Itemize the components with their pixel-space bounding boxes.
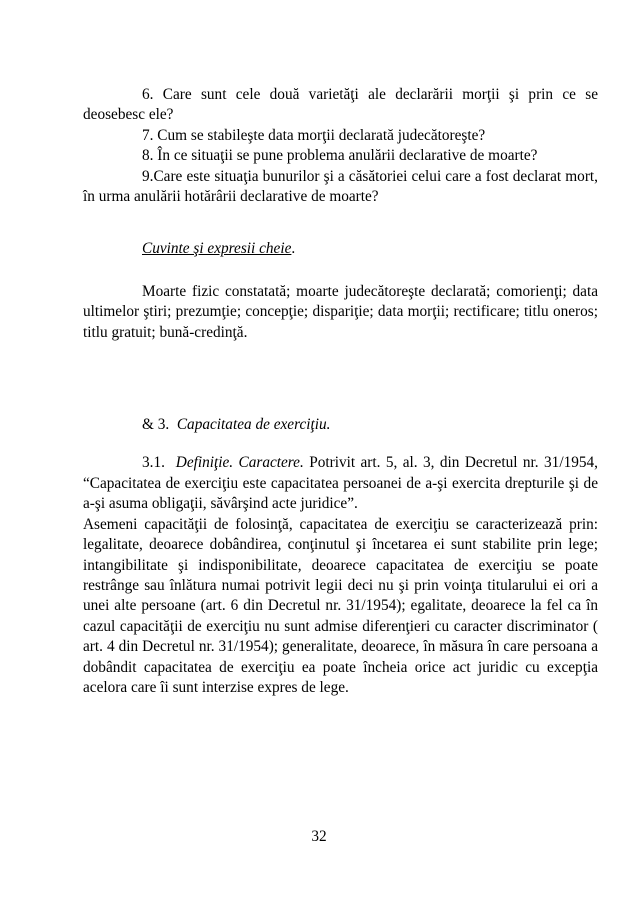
body-paragraph: Asemeni capacităţii de folosinţă, capacitatea de exerciţiu se caracterizează prin: legalitate, deoarece dobândirea, conţinutul şi încetarea ei sunt stabilite prin lege; intangibilitate şi indisponibilitate, deoarece capacitatea de exerciţiu se poate restrânge sau înlătura numai potrivit legii deci nu şi prin voinţa titularului ei ori a unei alte persoane (art. 6 din Decretul nr. 31/1954); egalitate, deoarece la fel ca în cazul capacităţii de exerciţiu nu sunt admise diferenţieri cu caracter discriminator ( art. 4 din Decretul nr. 31/1954); generalitate, deoarece, în măsura în care persoana a dobândit capacitatea de exerciţiu ea poate încheia orice act juridic cu excepţia acelora care îi sunt interzise expres de lege. [83,515,598,696]
subsection-title: Definiţie. Caractere. [175,454,304,472]
question-8: 8. În ce situaţii se pune problema anulării declarative de moarte? [142,147,538,165]
page-content [83,85,598,698]
question-6: 6. Care sunt cele două varietăţi ale declarării morţii şi prin ce se deosebesc ele? [83,86,598,124]
question-7: 7. Cum se stabileşte data morţii declarată judecătoreşte? [142,126,486,144]
subsection-number: 3.1. [142,454,165,472]
section-title: Capacitatea de exerciţiu. [176,416,331,434]
subsection-text: Potrivit art. 5, al. 3, din Decretul nr. 31/1954, “Capacitatea de exerciţiu este capacitatea persoanei de a-şi exercita drepturile şi de a-şi asuma obligaţii, săvârşind acte juridice”. [83,454,598,513]
subsection-paragraph [83,453,598,514]
section-number: & 3. [142,416,170,434]
keywords-heading-punct: . [291,240,296,258]
page-number: 32 [311,828,327,845]
question-9: 9.Care este situaţia bunurilor şi a căsătoriei celui care a fost declarat mort, în urma anulării hotărârii declarative de moarte? [83,167,598,206]
keywords-heading: Cuvinte şi expresii cheie [142,240,292,258]
section-heading [83,415,598,435]
keywords-text: Moarte fizic constatată; moarte judecătoreşte declarată; comorienţi; data ultimelor ştiri; prezumţie; concepţie; dispariţie; data morţii; rectificare; titlu oneros; titlu gratuit; bună-credinţă. [83,282,598,341]
keywords-heading-line [83,239,598,259]
